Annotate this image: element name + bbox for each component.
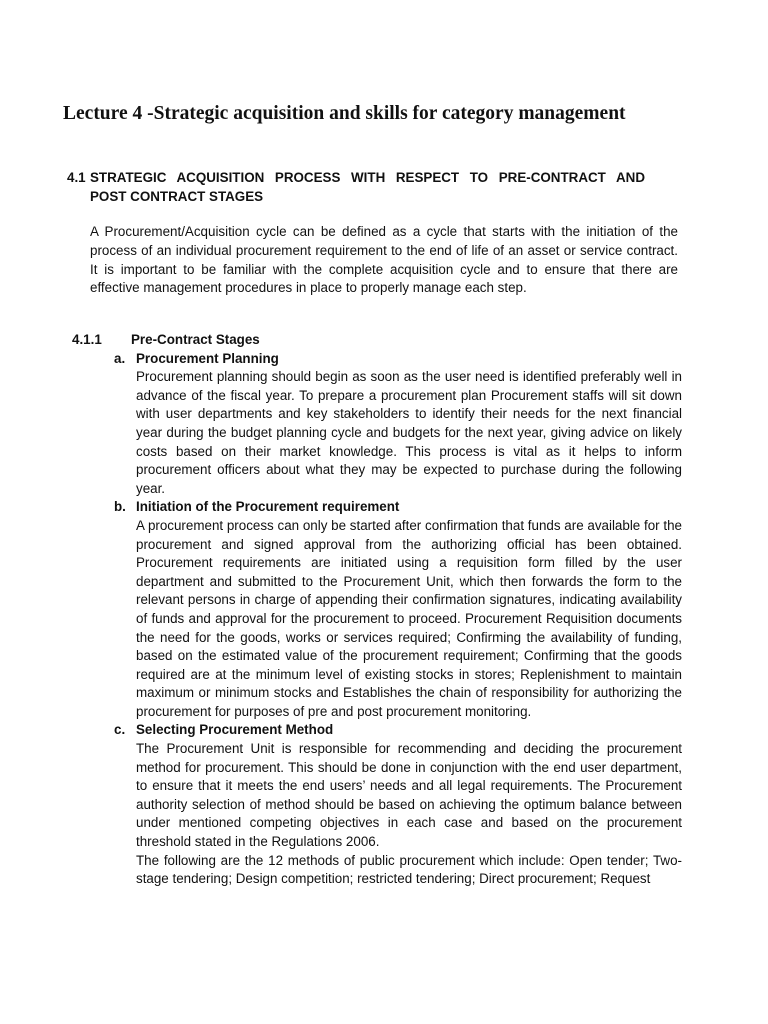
stage-initiation bbox=[72, 498, 682, 721]
stage-title bbox=[72, 721, 682, 740]
stage-letter: b. bbox=[114, 499, 126, 515]
stage-title-text: Selecting Procurement Method bbox=[136, 722, 334, 738]
stage-title-text: Procurement Planning bbox=[136, 350, 279, 366]
stage-selecting-method bbox=[72, 721, 682, 888]
section-intro-paragraph: A Procurement/Acquisition cycle can be defined as a cycle that starts with the initiation of the process of an individual procurement requirement to the end of life of an asset or service contract. It is important to be familiar with the complete acquisition cycle and to ensure that there are effective management procedures in place to properly manage each step. bbox=[90, 224, 678, 296]
stage-paragraph: Procurement planning should begin as soon as the user need is identified preferably well in advance of the fiscal year. To prepare a procurement plan Procurement staffs will sit down with user departments and key stakeholders to identify their needs for the next financial year during the budget planning cycle and budgets for the next year, giving advice on likely costs based on their market knowledge. This process is vital as it helps to inform procurement officers about what they may be expected to purchase during the following year. bbox=[136, 369, 682, 496]
section-heading-line1 bbox=[67, 168, 645, 187]
subsection-number: 4.1.1 bbox=[72, 332, 102, 347]
subsection-title: Pre-Contract Stages bbox=[131, 332, 260, 347]
subsection-heading bbox=[72, 331, 682, 350]
stage-paragraph: The Procurement Unit is responsible for recommending and deciding the procurement method for procurement. This should be done in conjunction with the end user department, to ensure that it meets the end users’ needs and all legal requirements. The Procurement authority selection of method should be based on achieving the optimum balance between under mentioned competing objectives in each case and based on the procurement threshold stated in the Regulations 2006. bbox=[136, 741, 682, 850]
section-number: 4.1 bbox=[67, 170, 86, 185]
stage-title-text: Initiation of the Procurement requirement bbox=[136, 499, 400, 515]
stage-letter: c. bbox=[114, 722, 126, 738]
section-heading-text-1: STRATEGIC ACQUISITION PROCESS WITH RESPECT TO PRE-CONTRACT AND bbox=[90, 170, 645, 185]
section-heading-line2: POST CONTRACT STAGES bbox=[90, 189, 264, 204]
stage-procurement-planning bbox=[72, 350, 682, 499]
lecture-title: Lecture 4 -Strategic acquisition and skills for category management bbox=[63, 103, 626, 124]
stage-paragraph: A procurement process can only be started after confirmation that funds are available for the procurement and signed approval from the authorizing official has been obtained. Procurement requirements are initiated using a requisition form filled by the user department and submitted to the Procurement Unit, which then forwards the form to the relevant persons in charge of appending their confirmation signatures, indicating availability of funds and approval for the procurement to proceed. Procurement Requisition documents the need for the goods, works or services required; Confirming the availability of funding, based on the estimated value of the procurement requirement; Confirming that the goods required are at the minimum level of existing stocks in stores; Replenishment to maintain maximum or minimum stocks and Establishes the chain of responsibility for authorizing the procurement for purposes of pre and post procurement monitoring. bbox=[136, 517, 682, 719]
section-heading bbox=[67, 168, 645, 206]
stage-paragraph: The following are the 12 methods of public procurement which include: Open tender; Two- stage tendering; Design competition; restricted tendering; Direct procurement; Request bbox=[136, 852, 682, 887]
stage-title bbox=[72, 498, 682, 517]
pre-contract-subsection bbox=[72, 331, 682, 889]
stage-title bbox=[72, 350, 682, 369]
stage-letter: a. bbox=[114, 350, 126, 366]
